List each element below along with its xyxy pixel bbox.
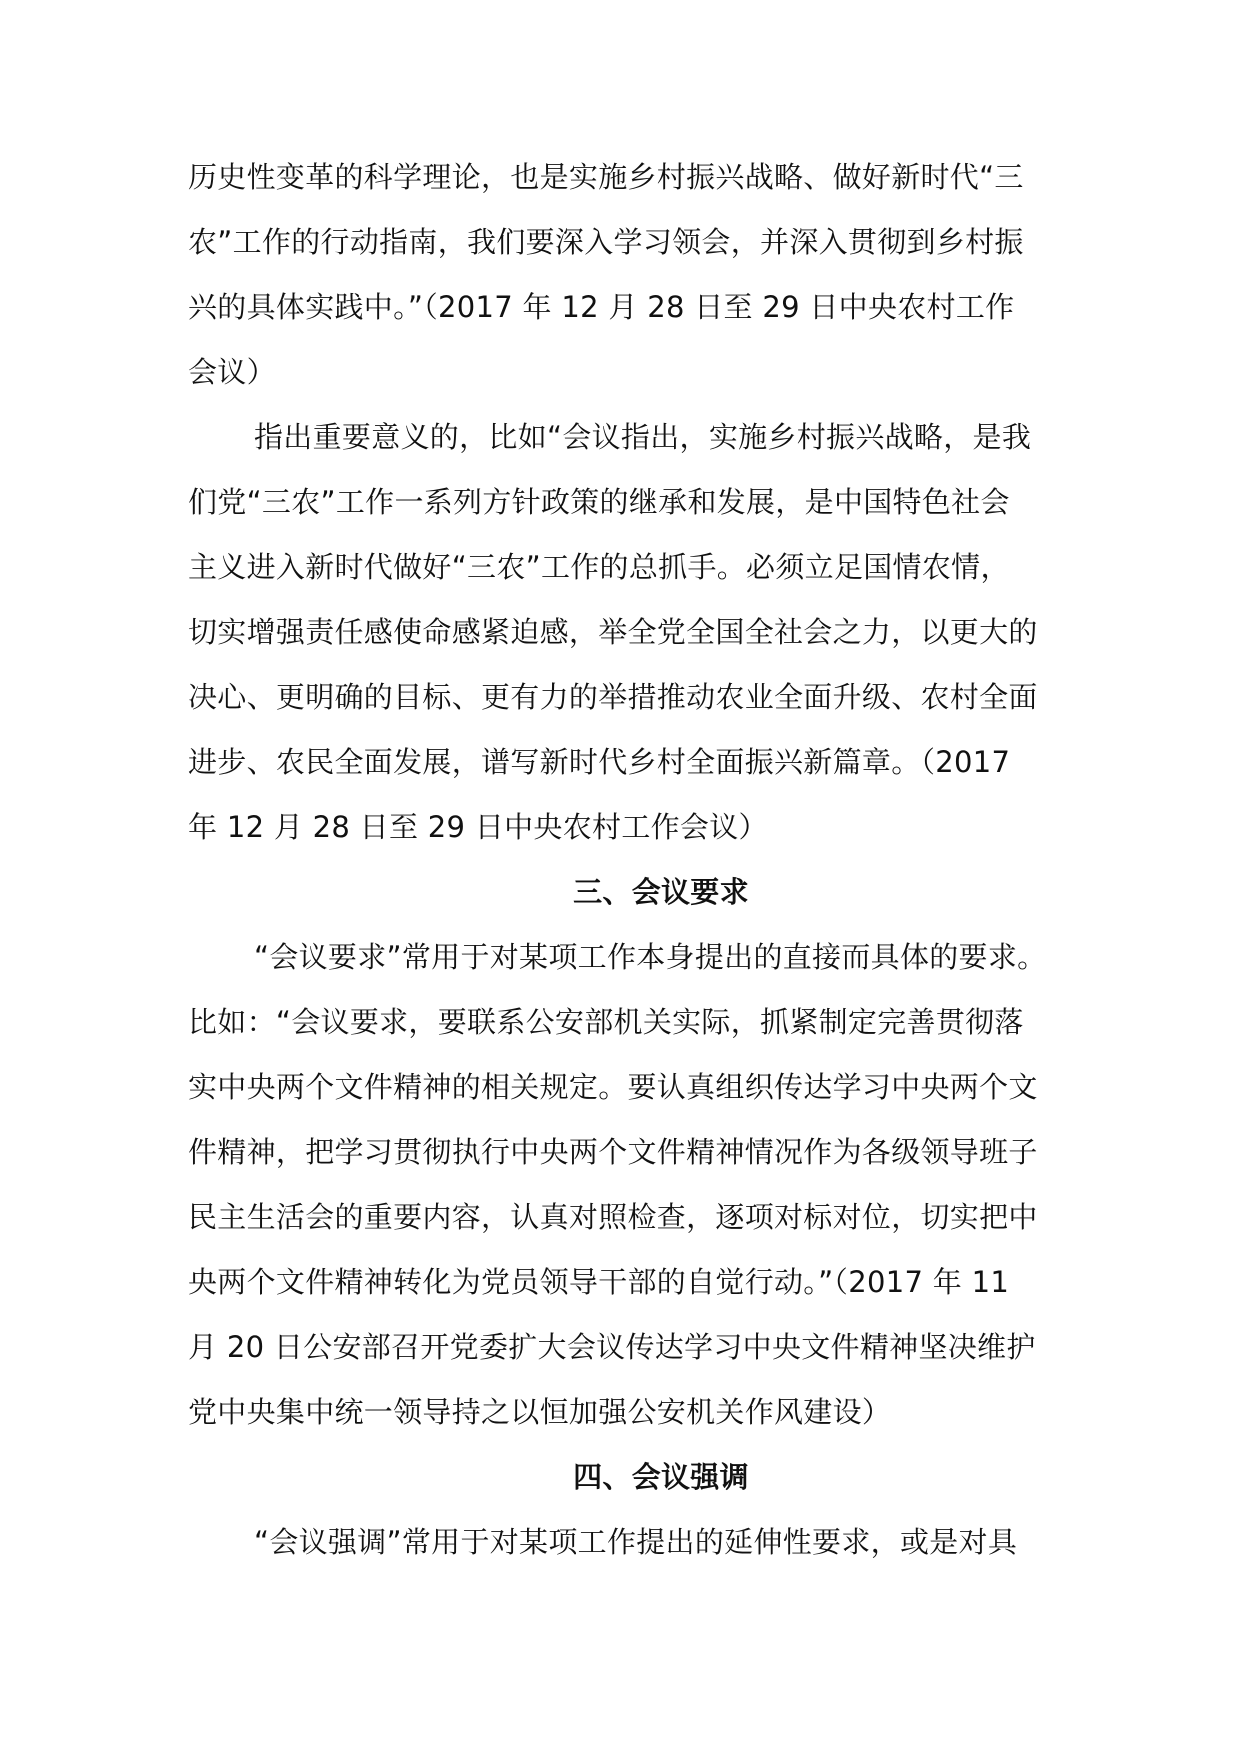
- paragraph-first-line: “会议强调”常用于对某项工作提出的延伸性要求，或是对具: [254, 1525, 1018, 1559]
- body-line: 比如：“会议要求，要联系公安部机关实际，抓紧制定完善贯彻落: [188, 1005, 1024, 1039]
- body-line: 民主生活会的重要内容，认真对照检查，逐项对标对位，切实把中: [188, 1200, 1038, 1234]
- paragraph-first-line: 指出重要意义的，比如“会议指出，实施乡村振兴战略，是我: [254, 420, 1032, 454]
- body-line: 兴的具体实践中。”（2017 年 12 月 28 日至 29 日中央农村工作: [188, 290, 1015, 324]
- body-line: 决心、更明确的目标、更有力的举措推动农业全面升级、农村全面: [188, 680, 1038, 714]
- section-heading: 四、会议强调: [573, 1460, 749, 1494]
- body-line: 历史性变革的科学理论，也是实施乡村振兴战略、做好新时代“三: [188, 160, 1024, 194]
- body-line: 进步、农民全面发展，谱写新时代乡村全面振兴新篇章。（2017: [188, 745, 1011, 779]
- body-line: 党中央集中统一领导持之以恒加强公安机关作风建设）: [188, 1395, 892, 1429]
- section-heading: 三、会议要求: [573, 875, 749, 909]
- body-line: 主义进入新时代做好“三农”工作的总抓手。必须立足国情农情，: [188, 550, 1010, 584]
- document-body: [188, 145, 1058, 1575]
- body-line: 央两个文件精神转化为党员领导干部的自觉行动。”（2017 年 11: [188, 1265, 1010, 1299]
- body-line: 切实增强责任感使命感紧迫感，举全党全国全社会之力，以更大的: [188, 615, 1038, 649]
- body-line: 们党“三农”工作一系列方针政策的继承和发展，是中国特色社会: [188, 485, 1010, 519]
- body-line: 农”工作的行动指南，我们要深入学习领会，并深入贯彻到乡村振: [188, 225, 1024, 259]
- body-line: 件精神，把学习贯彻执行中央两个文件精神情况作为各级领导班子: [188, 1135, 1038, 1169]
- body-line: 月 20 日公安部召开党委扩大会议传达学习中央文件精神坚决维护: [188, 1330, 1036, 1364]
- paragraph-first-line: “会议要求”常用于对某项工作本身提出的直接而具体的要求。: [254, 940, 1047, 974]
- body-line: 实中央两个文件精神的相关规定。要认真组织传达学习中央两个文: [188, 1070, 1038, 1104]
- body-line: 年 12 月 28 日至 29 日中央农村工作会议）: [188, 810, 768, 844]
- body-line: 会议）: [188, 355, 276, 389]
